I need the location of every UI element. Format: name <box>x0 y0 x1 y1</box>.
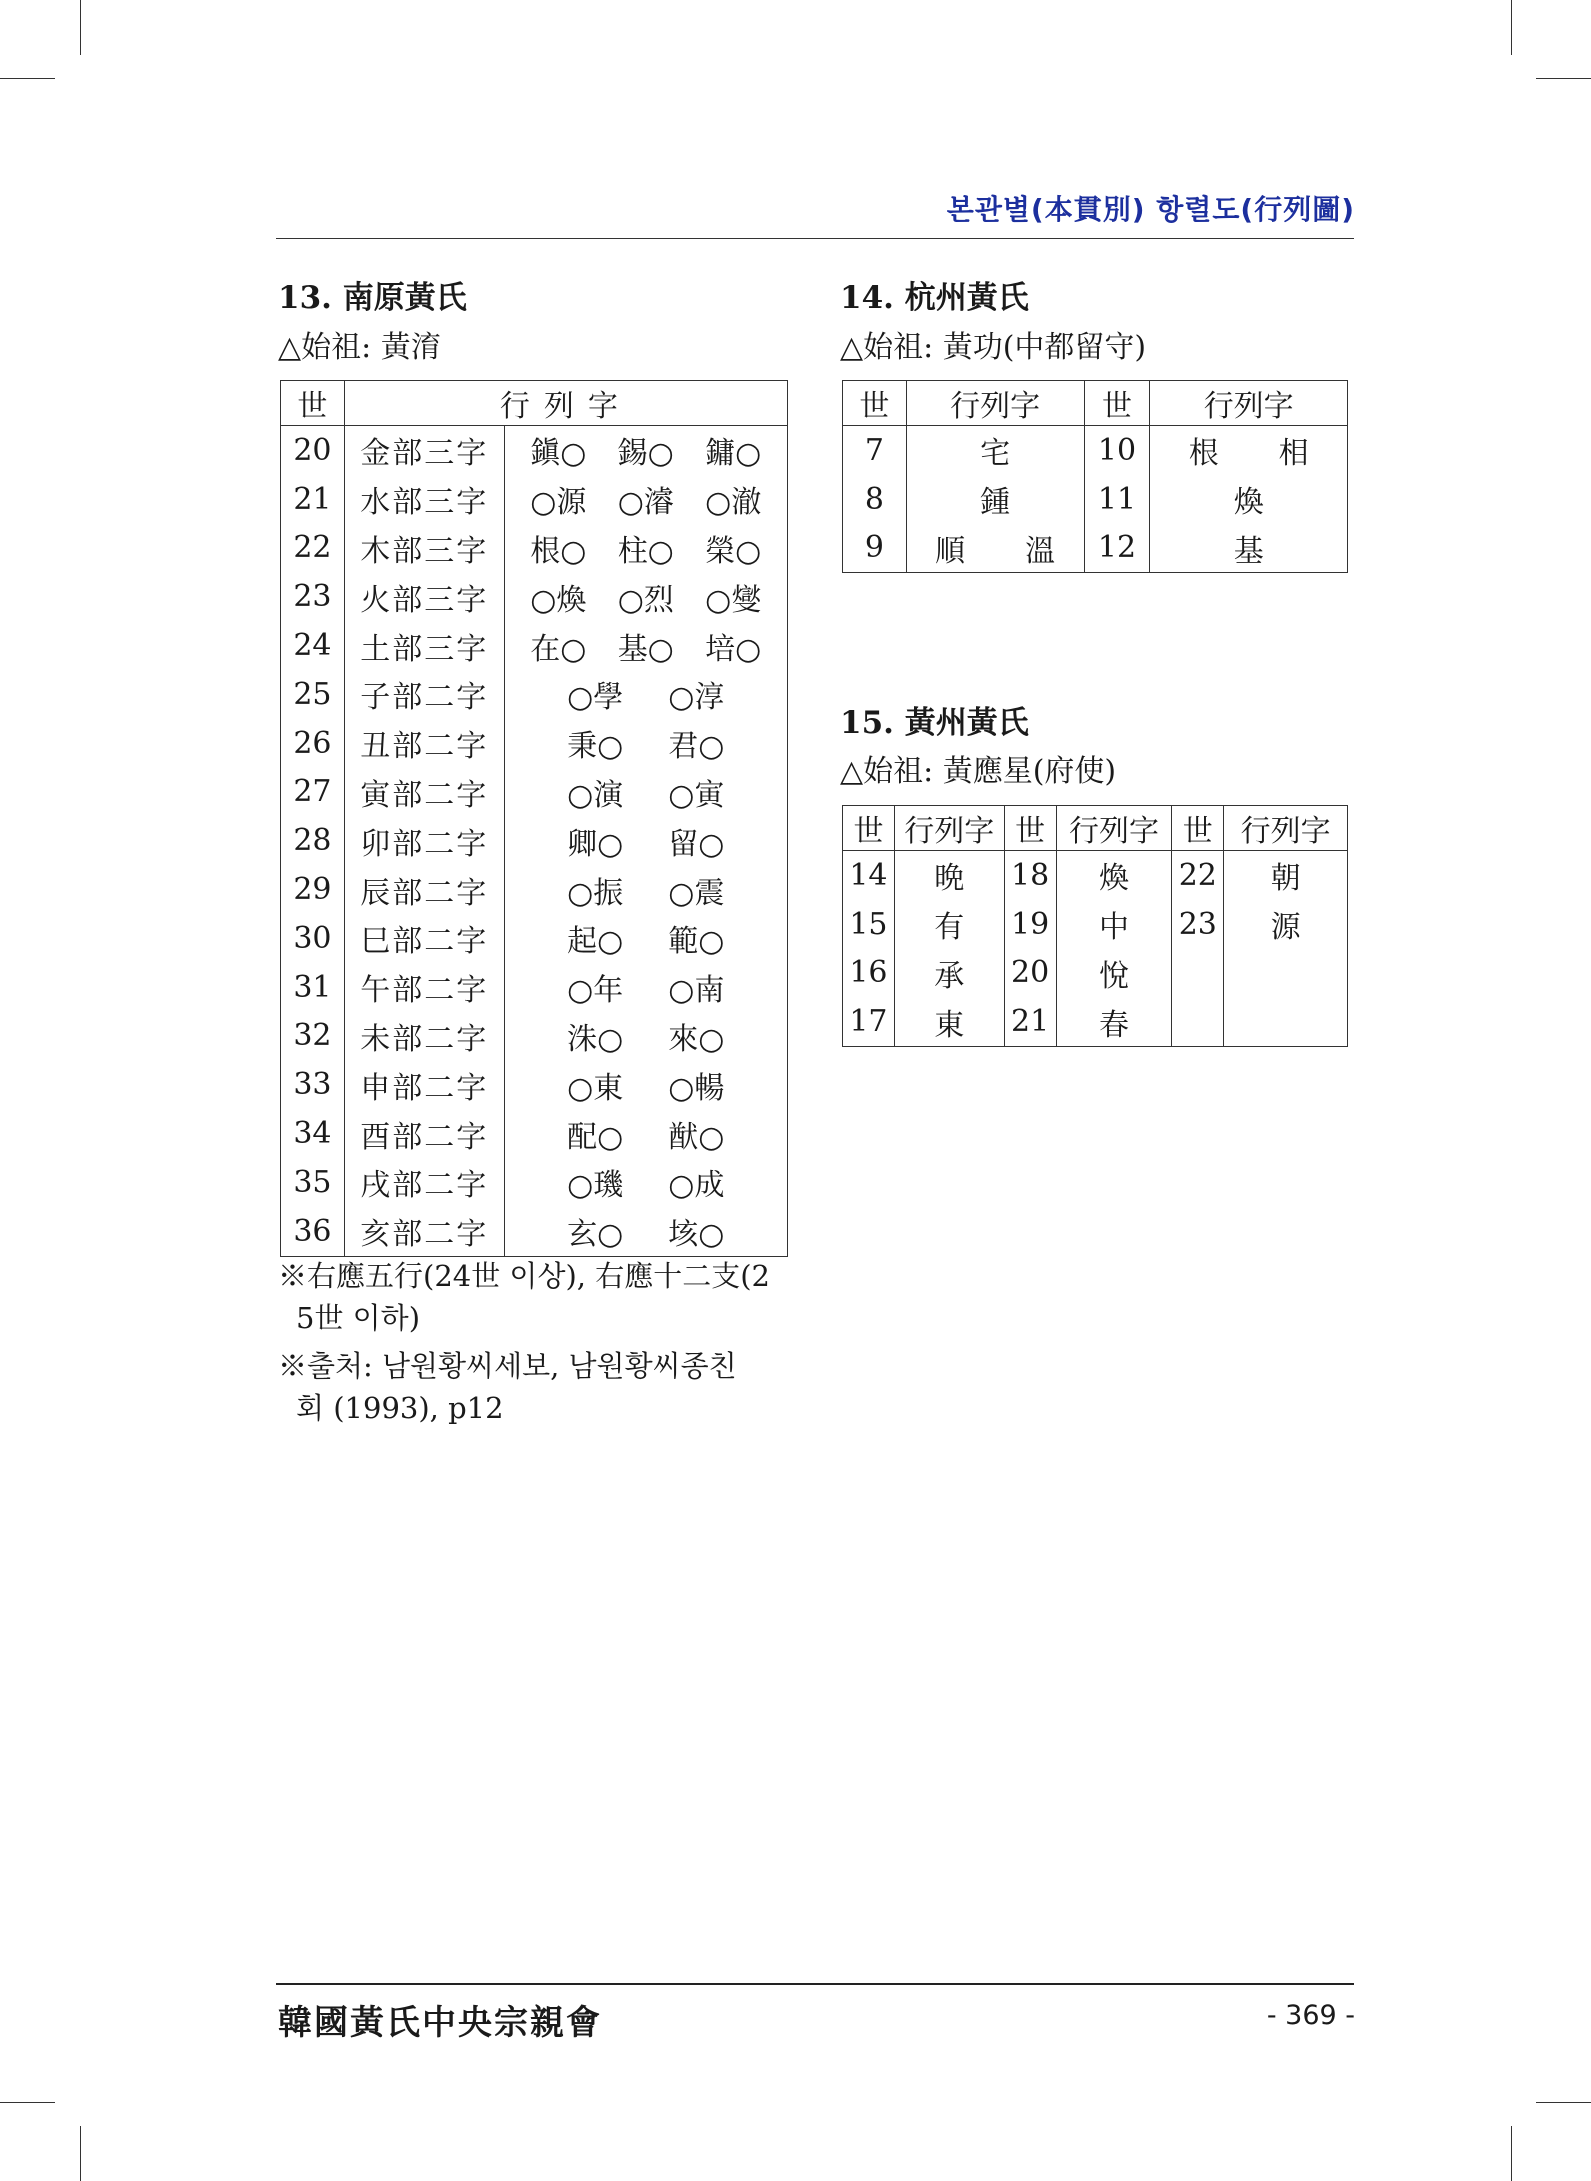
chars-cell: 朝 <box>1224 851 1348 900</box>
char-item: ○璣 <box>567 1168 624 1204</box>
table-row <box>281 914 788 963</box>
table-row <box>281 426 788 475</box>
char-item: 基○ <box>617 631 674 667</box>
gen-cell: 23 <box>1172 900 1224 949</box>
gen-cell: 21 <box>1004 997 1056 1046</box>
chars-cell <box>504 1158 787 1207</box>
gen-cell: 29 <box>281 865 345 914</box>
note-line: ※출처: 남원황씨세보, 남원황씨종친 <box>278 1349 737 1383</box>
gen-cell: 31 <box>281 963 345 1012</box>
gen-cell: 9 <box>843 524 907 573</box>
gen-cell: 35 <box>281 1158 345 1207</box>
section14-founder: △始祖: 黃功(中都留守) <box>840 330 1147 365</box>
header-gen: 世 <box>1084 381 1150 426</box>
gen-cell: 22 <box>1172 851 1224 900</box>
table-row <box>281 572 788 621</box>
header-rule <box>276 238 1354 239</box>
char-item: 猷○ <box>668 1119 725 1155</box>
gen-cell: 34 <box>281 1109 345 1158</box>
chars-cell <box>504 963 787 1012</box>
chars-cell <box>504 475 787 524</box>
header-gen: 世 <box>1172 806 1224 851</box>
gen-cell: 11 <box>1084 475 1150 524</box>
table-row <box>281 475 788 524</box>
section13-notes <box>278 1255 798 1429</box>
char-item: ○澈 <box>705 485 762 521</box>
footer-rule <box>276 1983 1354 1985</box>
table-row <box>281 1207 788 1256</box>
chars-cell: 中 <box>1056 900 1172 949</box>
table-row <box>843 426 1348 475</box>
crop-mark <box>1536 2102 1591 2103</box>
chars-cell: 晩 <box>894 851 1004 900</box>
crop-mark <box>0 78 55 79</box>
chars-cell: 煥 <box>1056 851 1172 900</box>
header-gen: 世 <box>1004 806 1056 851</box>
gen-cell: 33 <box>281 1060 345 1109</box>
rule-cell: 金部三字 <box>344 426 504 475</box>
header-chars: 行列字 <box>1056 806 1172 851</box>
gen-cell: 22 <box>281 524 345 573</box>
gen-cell: 15 <box>843 900 895 949</box>
char-item: 垓○ <box>668 1217 725 1253</box>
section14-table <box>842 380 1348 573</box>
char-item: 鏞○ <box>705 436 762 472</box>
table-row <box>281 1060 788 1109</box>
chars-cell <box>504 572 787 621</box>
gen-cell: 17 <box>843 997 895 1046</box>
crop-mark <box>1511 0 1512 55</box>
header-gen: 世 <box>843 806 895 851</box>
table-row <box>843 900 1348 949</box>
rule-cell: 木部三字 <box>344 524 504 573</box>
char-item: ○濬 <box>617 485 674 521</box>
chars-cell <box>504 719 787 768</box>
char-item: ○燮 <box>705 582 762 618</box>
gen-cell: 20 <box>281 426 345 475</box>
gen-cell: 7 <box>843 426 907 475</box>
chars-cell <box>504 426 787 475</box>
char-item: 錫○ <box>617 436 674 472</box>
rule-cell: 水部三字 <box>344 475 504 524</box>
rule-cell: 丑部二字 <box>344 719 504 768</box>
header-chars: 行列字 <box>344 381 787 426</box>
char-item: 玄○ <box>567 1217 624 1253</box>
footer-organization: 韓國黃氏中央宗親會 <box>278 2003 602 2043</box>
header-gen: 世 <box>281 381 345 426</box>
gen-cell: 8 <box>843 475 907 524</box>
gen-cell: 20 <box>1004 949 1056 998</box>
char-item: 秉○ <box>567 729 624 765</box>
rule-cell: 亥部二字 <box>344 1207 504 1256</box>
chars-cell: 順 溫 <box>906 524 1084 573</box>
chars-cell <box>504 1060 787 1109</box>
header-chars: 行列字 <box>894 806 1004 851</box>
table-row <box>281 1158 788 1207</box>
table-row <box>281 1012 788 1061</box>
char-item: ○南 <box>668 973 725 1009</box>
gen-cell: 16 <box>843 949 895 998</box>
char-item: 洙○ <box>567 1021 624 1057</box>
char-item: ○演 <box>567 777 624 813</box>
rule-cell: 火部三字 <box>344 572 504 621</box>
rule-cell: 卯部二字 <box>344 816 504 865</box>
gen-cell: 19 <box>1004 900 1056 949</box>
table-row <box>843 851 1348 900</box>
gen-cell: 25 <box>281 670 345 719</box>
chars-cell <box>1224 997 1348 1046</box>
table-row <box>281 719 788 768</box>
chars-cell: 煥 <box>1150 475 1348 524</box>
char-item: 榮○ <box>705 533 762 569</box>
rule-cell: 未部二字 <box>344 1012 504 1061</box>
note-line: 5世 이하) <box>296 1301 421 1335</box>
chars-cell <box>504 768 787 817</box>
char-item: 配○ <box>567 1119 624 1155</box>
section15-title: 15. 黃州黃氏 <box>840 705 1029 741</box>
table-row <box>281 768 788 817</box>
rule-cell: 辰部二字 <box>344 865 504 914</box>
crop-mark <box>0 2102 55 2103</box>
gen-cell <box>1172 949 1224 998</box>
char-item: ○寅 <box>668 777 725 813</box>
char-item: 來○ <box>668 1021 725 1057</box>
section13-title: 13. 南原黃氏 <box>278 280 467 316</box>
char-item: ○成 <box>668 1168 725 1204</box>
page-number: - 369 - <box>1266 2000 1355 2031</box>
crop-mark <box>80 2126 81 2181</box>
chars-cell: 有 <box>894 900 1004 949</box>
chars-cell: 鍾 <box>906 475 1084 524</box>
chars-cell: 根 相 <box>1150 426 1348 475</box>
gen-cell: 24 <box>281 621 345 670</box>
rule-cell: 申部二字 <box>344 1060 504 1109</box>
char-item: ○震 <box>668 875 725 911</box>
rule-cell: 午部二字 <box>344 963 504 1012</box>
char-item: 留○ <box>668 826 725 862</box>
rule-cell: 土部三字 <box>344 621 504 670</box>
table-row <box>281 865 788 914</box>
gen-cell: 23 <box>281 572 345 621</box>
header-chars: 行列字 <box>1224 806 1348 851</box>
section15-table <box>842 805 1348 1047</box>
crop-mark <box>1536 78 1591 79</box>
gen-cell: 28 <box>281 816 345 865</box>
table-row <box>281 816 788 865</box>
section13-founder: △始祖: 黃淯 <box>278 330 441 365</box>
gen-cell: 27 <box>281 768 345 817</box>
chars-cell <box>1224 949 1348 998</box>
gen-cell: 36 <box>281 1207 345 1256</box>
crop-mark <box>80 0 81 55</box>
gen-cell: 10 <box>1084 426 1150 475</box>
header-chars: 行列字 <box>1150 381 1348 426</box>
table-row <box>843 949 1348 998</box>
char-item: ○源 <box>530 485 587 521</box>
gen-cell: 18 <box>1004 851 1056 900</box>
chars-cell <box>504 1109 787 1158</box>
rule-cell: 寅部二字 <box>344 768 504 817</box>
char-item: ○煥 <box>530 582 587 618</box>
table-row <box>281 524 788 573</box>
char-item: ○暢 <box>668 1070 725 1106</box>
char-item: 鎭○ <box>530 436 587 472</box>
gen-cell: 26 <box>281 719 345 768</box>
header-chars: 行列字 <box>906 381 1084 426</box>
chars-cell: 東 <box>894 997 1004 1046</box>
note-line: 회 (1993), p12 <box>296 1391 504 1425</box>
char-item: 卿○ <box>567 826 624 862</box>
table-row <box>843 997 1348 1046</box>
char-item: ○年 <box>567 973 624 1009</box>
chars-cell <box>504 1207 787 1256</box>
char-item: ○學 <box>567 680 624 716</box>
chars-cell: 春 <box>1056 997 1172 1046</box>
chars-cell <box>504 865 787 914</box>
table-row <box>843 524 1348 573</box>
chars-cell <box>504 524 787 573</box>
chars-cell: 承 <box>894 949 1004 998</box>
chars-cell <box>504 816 787 865</box>
table-row <box>281 670 788 719</box>
char-item: 柱○ <box>617 533 674 569</box>
char-item: ○烈 <box>617 582 674 618</box>
running-header: 본관별(本貫別) 항렬도(行列圖) <box>946 193 1355 226</box>
chars-cell: 悅 <box>1056 949 1172 998</box>
table-row <box>281 1109 788 1158</box>
section14-title: 14. 杭州黃氏 <box>840 280 1029 316</box>
crop-mark <box>1511 2126 1512 2181</box>
chars-cell <box>504 1012 787 1061</box>
char-item: 君○ <box>668 729 725 765</box>
char-item: ○東 <box>567 1070 624 1106</box>
note-line: ※右應五行(24世 이상), 右應十二支(2 <box>278 1259 770 1293</box>
char-item: 培○ <box>705 631 762 667</box>
char-item: ○振 <box>567 875 624 911</box>
chars-cell: 基 <box>1150 524 1348 573</box>
chars-cell <box>504 914 787 963</box>
char-item: 根○ <box>530 533 587 569</box>
chars-cell: 源 <box>1224 900 1348 949</box>
rule-cell: 巳部二字 <box>344 914 504 963</box>
gen-cell: 30 <box>281 914 345 963</box>
rule-cell: 酉部二字 <box>344 1109 504 1158</box>
table-row <box>281 963 788 1012</box>
gen-cell: 12 <box>1084 524 1150 573</box>
char-item: ○淳 <box>668 680 725 716</box>
gen-cell: 14 <box>843 851 895 900</box>
chars-cell <box>504 670 787 719</box>
table-row <box>281 621 788 670</box>
chars-cell: 宅 <box>906 426 1084 475</box>
gen-cell: 32 <box>281 1012 345 1061</box>
gen-cell: 21 <box>281 475 345 524</box>
char-item: 範○ <box>668 924 725 960</box>
header-gen: 世 <box>843 381 907 426</box>
section13-table <box>280 380 788 1257</box>
section15-founder: △始祖: 黃應星(府使) <box>840 754 1117 789</box>
char-item: 起○ <box>567 924 624 960</box>
rule-cell: 戌部二字 <box>344 1158 504 1207</box>
chars-cell <box>504 621 787 670</box>
gen-cell <box>1172 997 1224 1046</box>
rule-cell: 子部二字 <box>344 670 504 719</box>
table-row <box>843 475 1348 524</box>
char-item: 在○ <box>530 631 587 667</box>
